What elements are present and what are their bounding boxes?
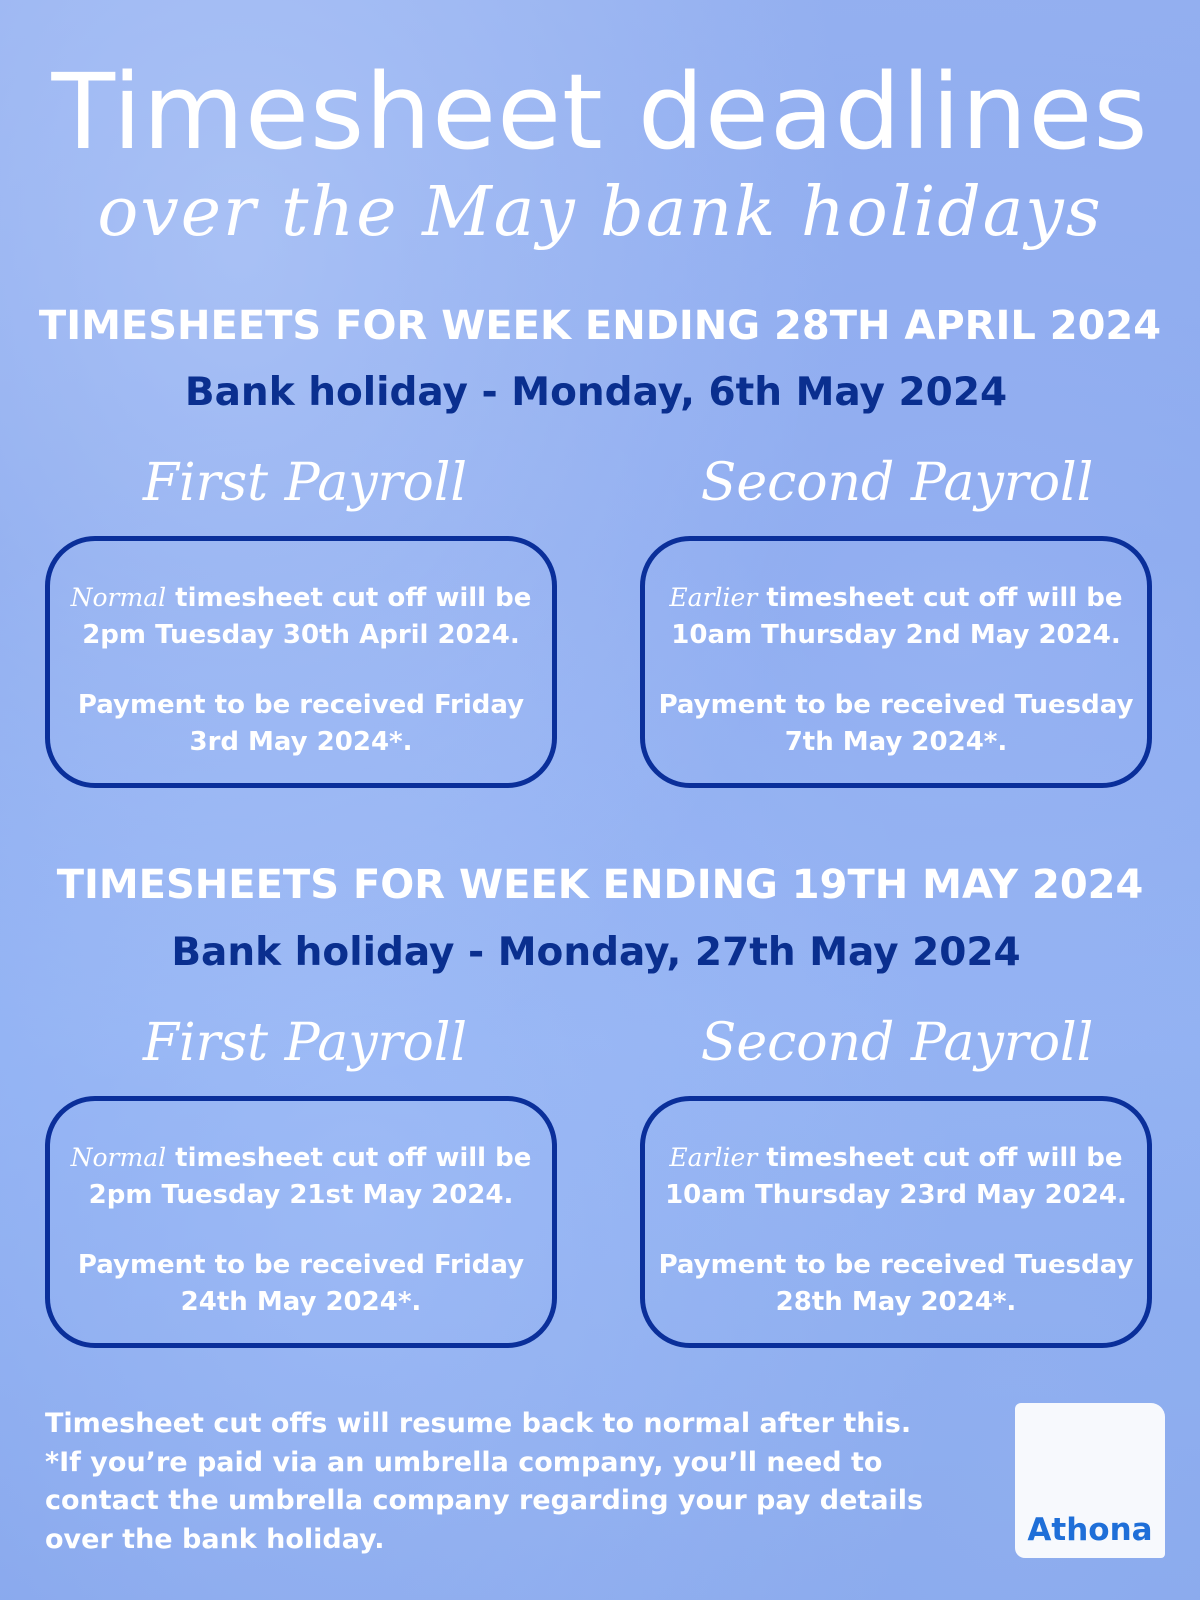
cutoff-label: timesheet cut off will be bbox=[166, 1143, 532, 1173]
first-payroll-box-2 bbox=[45, 1096, 557, 1348]
payment-date: 3rd May 2024*. bbox=[189, 727, 413, 757]
cutoff-label: timesheet cut off will be bbox=[757, 583, 1123, 613]
second-payroll-box-2 bbox=[640, 1096, 1152, 1348]
payment-date: 24th May 2024*. bbox=[180, 1287, 422, 1317]
cutoff-time: 10am Thursday 2nd May 2024. bbox=[671, 620, 1121, 650]
footer-line-2: *If you’re paid via an umbrella company, you’ll need to bbox=[45, 1446, 883, 1478]
payment-date: 28th May 2024*. bbox=[775, 1287, 1017, 1317]
payment-text: Payment to be received Friday bbox=[77, 690, 525, 720]
footer-note bbox=[45, 1405, 945, 1559]
cutoff-label: timesheet cut off will be bbox=[166, 583, 532, 613]
cutoff-label: timesheet cut off will be bbox=[757, 1143, 1123, 1173]
cutoff-time: 2pm Tuesday 30th April 2024. bbox=[82, 620, 520, 650]
first-payroll-title-2: First Payroll bbox=[142, 1013, 468, 1073]
payment-text: Payment to be received Tuesday bbox=[658, 1250, 1134, 1280]
bank-holiday-1: Bank holiday - Monday, 6th May 2024 bbox=[184, 370, 1008, 415]
footer-line-4: over the bank holiday. bbox=[45, 1523, 385, 1555]
first-payroll-box-1 bbox=[45, 536, 557, 788]
payment-text: Payment to be received Tuesday bbox=[658, 690, 1134, 720]
payment-date: 7th May 2024*. bbox=[784, 727, 1008, 757]
second-payroll-title-1: Second Payroll bbox=[700, 453, 1094, 513]
first-payroll-title-1: First Payroll bbox=[142, 453, 468, 513]
page-subtitle: over the May bank holidays bbox=[97, 173, 1103, 252]
normal-keyword: Normal bbox=[70, 583, 167, 612]
second-payroll-title-2: Second Payroll bbox=[700, 1013, 1094, 1073]
footer-line-3: contact the umbrella company regarding your pay details bbox=[45, 1485, 924, 1516]
payment-text: Payment to be received Friday bbox=[77, 1250, 525, 1280]
second-payroll-box-1 bbox=[640, 536, 1152, 788]
logo-text: Athona bbox=[1027, 1512, 1153, 1548]
week-heading-2: TIMESHEETS FOR WEEK ENDING 19TH MAY 2024 bbox=[56, 862, 1144, 908]
week-heading-1: TIMESHEETS FOR WEEK ENDING 28TH APRIL 2024 bbox=[38, 303, 1162, 349]
bank-holiday-2: Bank holiday - Monday, 27th May 2024 bbox=[171, 930, 1021, 975]
athona-logo bbox=[1015, 1403, 1165, 1558]
earlier-keyword: Earlier bbox=[669, 1143, 758, 1172]
cutoff-time: 10am Thursday 23rd May 2024. bbox=[665, 1180, 1127, 1210]
earlier-keyword: Earlier bbox=[669, 583, 758, 612]
footer-line-1: Timesheet cut offs will resume back to normal after this. bbox=[45, 1408, 912, 1439]
page-title: Timesheet deadlines bbox=[51, 51, 1149, 173]
normal-keyword: Normal bbox=[70, 1143, 167, 1172]
cutoff-time: 2pm Tuesday 21st May 2024. bbox=[88, 1180, 514, 1210]
